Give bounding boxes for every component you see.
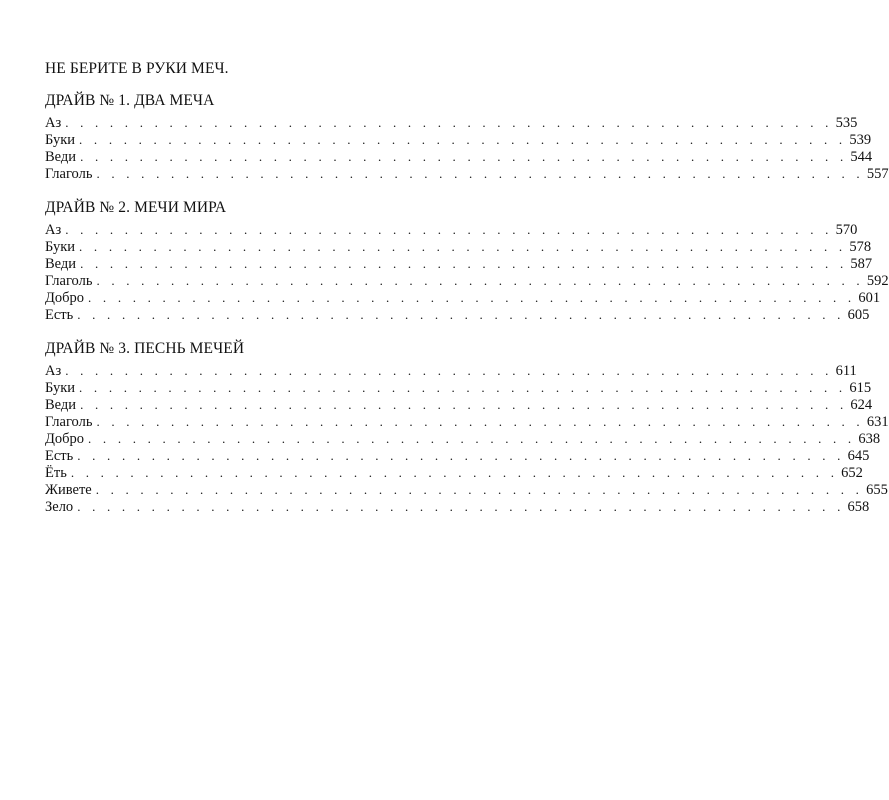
toc-entry[interactable] [45, 447, 870, 464]
dot-leader: . . . . . . . . . . . . . . . . . . . . . . . . . . . . . . . . . . . . . . . . . . . . . . . . . . . . [77, 448, 845, 463]
dot-leader: . . . . . . . . . . . . . . . . . . . . . . . . . . . . . . . . . . . . . . . . . . . . . . . . . . . . [95, 482, 864, 497]
toc-entry[interactable] [45, 498, 870, 515]
dot-leader: . . . . . . . . . . . . . . . . . . . . . . . . . . . . . . . . . . . . . . . . . . . . . . . . . . . . [96, 414, 864, 429]
dot-leader: . . . . . . . . . . . . . . . . . . . . . . . . . . . . . . . . . . . . . . . . . . . . . . . . . . . . [96, 273, 864, 288]
dot-leader: . . . . . . . . . . . . . . . . . . . . . . . . . . . . . . . . . . . . . . . . . . . . . . . . . . . . [80, 397, 848, 412]
entry-label: Добро [45, 290, 85, 306]
dot-leader: . . . . . . . . . . . . . . . . . . . . . . . . . . . . . . . . . . . . . . . . . . . . . . . . . . . . [77, 499, 845, 514]
entry-label: Есть [45, 448, 74, 464]
page-number: 535 [835, 115, 858, 131]
dot-leader: . . . . . . . . . . . . . . . . . . . . . . . . . . . . . . . . . . . . . . . . . . . . . . . . . . . . [70, 465, 839, 480]
page-number: 592 [866, 273, 889, 289]
toc-entry[interactable] [45, 289, 881, 306]
page-number: 557 [866, 166, 889, 182]
part-title: НЕ БЕРИТЕ В РУКИ МЕЧ. [45, 60, 229, 77]
toc-entry[interactable] [45, 238, 872, 255]
page-number: 645 [847, 448, 870, 464]
page-number: 539 [849, 132, 872, 148]
page-number: 615 [849, 380, 872, 396]
entry-label: Глаголь [45, 166, 93, 182]
toc-entry[interactable] [45, 306, 870, 323]
page-number: 655 [866, 482, 888, 498]
entry-label: Буки [45, 239, 76, 255]
toc-entry[interactable] [45, 396, 873, 413]
dot-leader: . . . . . . . . . . . . . . . . . . . . . . . . . . . . . . . . . . . . . . . . . . . . . . . . . . . . [65, 222, 833, 237]
page-number: 611 [835, 363, 857, 379]
dot-leader: . . . . . . . . . . . . . . . . . . . . . . . . . . . . . . . . . . . . . . . . . . . . . . . . . . . . [88, 431, 856, 446]
dot-leader: . . . . . . . . . . . . . . . . . . . . . . . . . . . . . . . . . . . . . . . . . . . . . . . . . . . . [80, 149, 848, 164]
toc-entry[interactable] [45, 148, 873, 165]
page-number: 605 [847, 307, 870, 323]
entry-label: Зело [45, 499, 74, 515]
page-number: 652 [841, 465, 863, 481]
page-number: 601 [858, 290, 881, 306]
dot-leader: . . . . . . . . . . . . . . . . . . . . . . . . . . . . . . . . . . . . . . . . . . . . . . . . . . . . [65, 115, 833, 130]
toc-entry[interactable] [45, 379, 872, 396]
toc-entry[interactable] [45, 464, 863, 481]
page-number: 570 [835, 222, 858, 238]
toc-entry[interactable] [45, 221, 858, 238]
entry-label: Есть [45, 307, 74, 323]
section-heading: ДРАЙВ № 1. ДВА МЕЧА [45, 92, 215, 109]
toc-entry[interactable] [45, 481, 888, 498]
page-number: 544 [850, 149, 873, 165]
toc-entry[interactable] [45, 131, 872, 148]
entry-label: Добро [45, 431, 85, 447]
toc-entry[interactable] [45, 272, 889, 289]
page-number: 624 [850, 397, 873, 413]
entry-label: Буки [45, 380, 76, 396]
page-number: 631 [866, 414, 889, 430]
dot-leader: . . . . . . . . . . . . . . . . . . . . . . . . . . . . . . . . . . . . . . . . . . . . . . . . . . . . [77, 307, 845, 322]
entry-label: Веди [45, 397, 77, 413]
toc-entry[interactable] [45, 430, 881, 447]
entry-label: Аз [45, 363, 62, 379]
table-of-contents [45, 60, 889, 532]
entry-label: Буки [45, 132, 76, 148]
section-heading: ДРАЙВ № 2. МЕЧИ МИРА [45, 199, 227, 216]
entry-label: Живете [45, 482, 92, 498]
toc-section [45, 340, 889, 515]
toc-entry[interactable] [45, 165, 889, 182]
toc-section [45, 92, 889, 182]
toc-entry[interactable] [45, 255, 873, 272]
toc-entry[interactable] [45, 362, 857, 379]
dot-leader: . . . . . . . . . . . . . . . . . . . . . . . . . . . . . . . . . . . . . . . . . . . . . . . . . . . . [79, 380, 847, 395]
dot-leader: . . . . . . . . . . . . . . . . . . . . . . . . . . . . . . . . . . . . . . . . . . . . . . . . . . . . [88, 290, 856, 305]
dot-leader: . . . . . . . . . . . . . . . . . . . . . . . . . . . . . . . . . . . . . . . . . . . . . . . . . . . . [80, 256, 848, 271]
toc-entry[interactable] [45, 413, 889, 430]
page-number: 587 [850, 256, 873, 272]
entry-label: Аз [45, 115, 62, 131]
toc-sections [45, 92, 889, 515]
section-heading: ДРАЙВ № 3. ПЕСНЬ МЕЧЕЙ [45, 340, 245, 357]
dot-leader: . . . . . . . . . . . . . . . . . . . . . . . . . . . . . . . . . . . . . . . . . . . . . . . . . . . . [79, 239, 847, 254]
entry-label: Глаголь [45, 414, 93, 430]
toc-entry[interactable] [45, 114, 858, 131]
dot-leader: . . . . . . . . . . . . . . . . . . . . . . . . . . . . . . . . . . . . . . . . . . . . . . . . . . . . [96, 166, 864, 181]
page-number: 658 [847, 499, 870, 515]
dot-leader: . . . . . . . . . . . . . . . . . . . . . . . . . . . . . . . . . . . . . . . . . . . . . . . . . . . . [65, 363, 833, 378]
dot-leader: . . . . . . . . . . . . . . . . . . . . . . . . . . . . . . . . . . . . . . . . . . . . . . . . . . . . [79, 132, 847, 147]
entry-label: Веди [45, 149, 77, 165]
entry-label: Веди [45, 256, 77, 272]
entry-label: Ёть [45, 465, 67, 481]
page-number: 638 [858, 431, 881, 447]
entry-label: Глаголь [45, 273, 93, 289]
entry-label: Аз [45, 222, 62, 238]
page-number: 578 [849, 239, 872, 255]
toc-section [45, 199, 889, 323]
